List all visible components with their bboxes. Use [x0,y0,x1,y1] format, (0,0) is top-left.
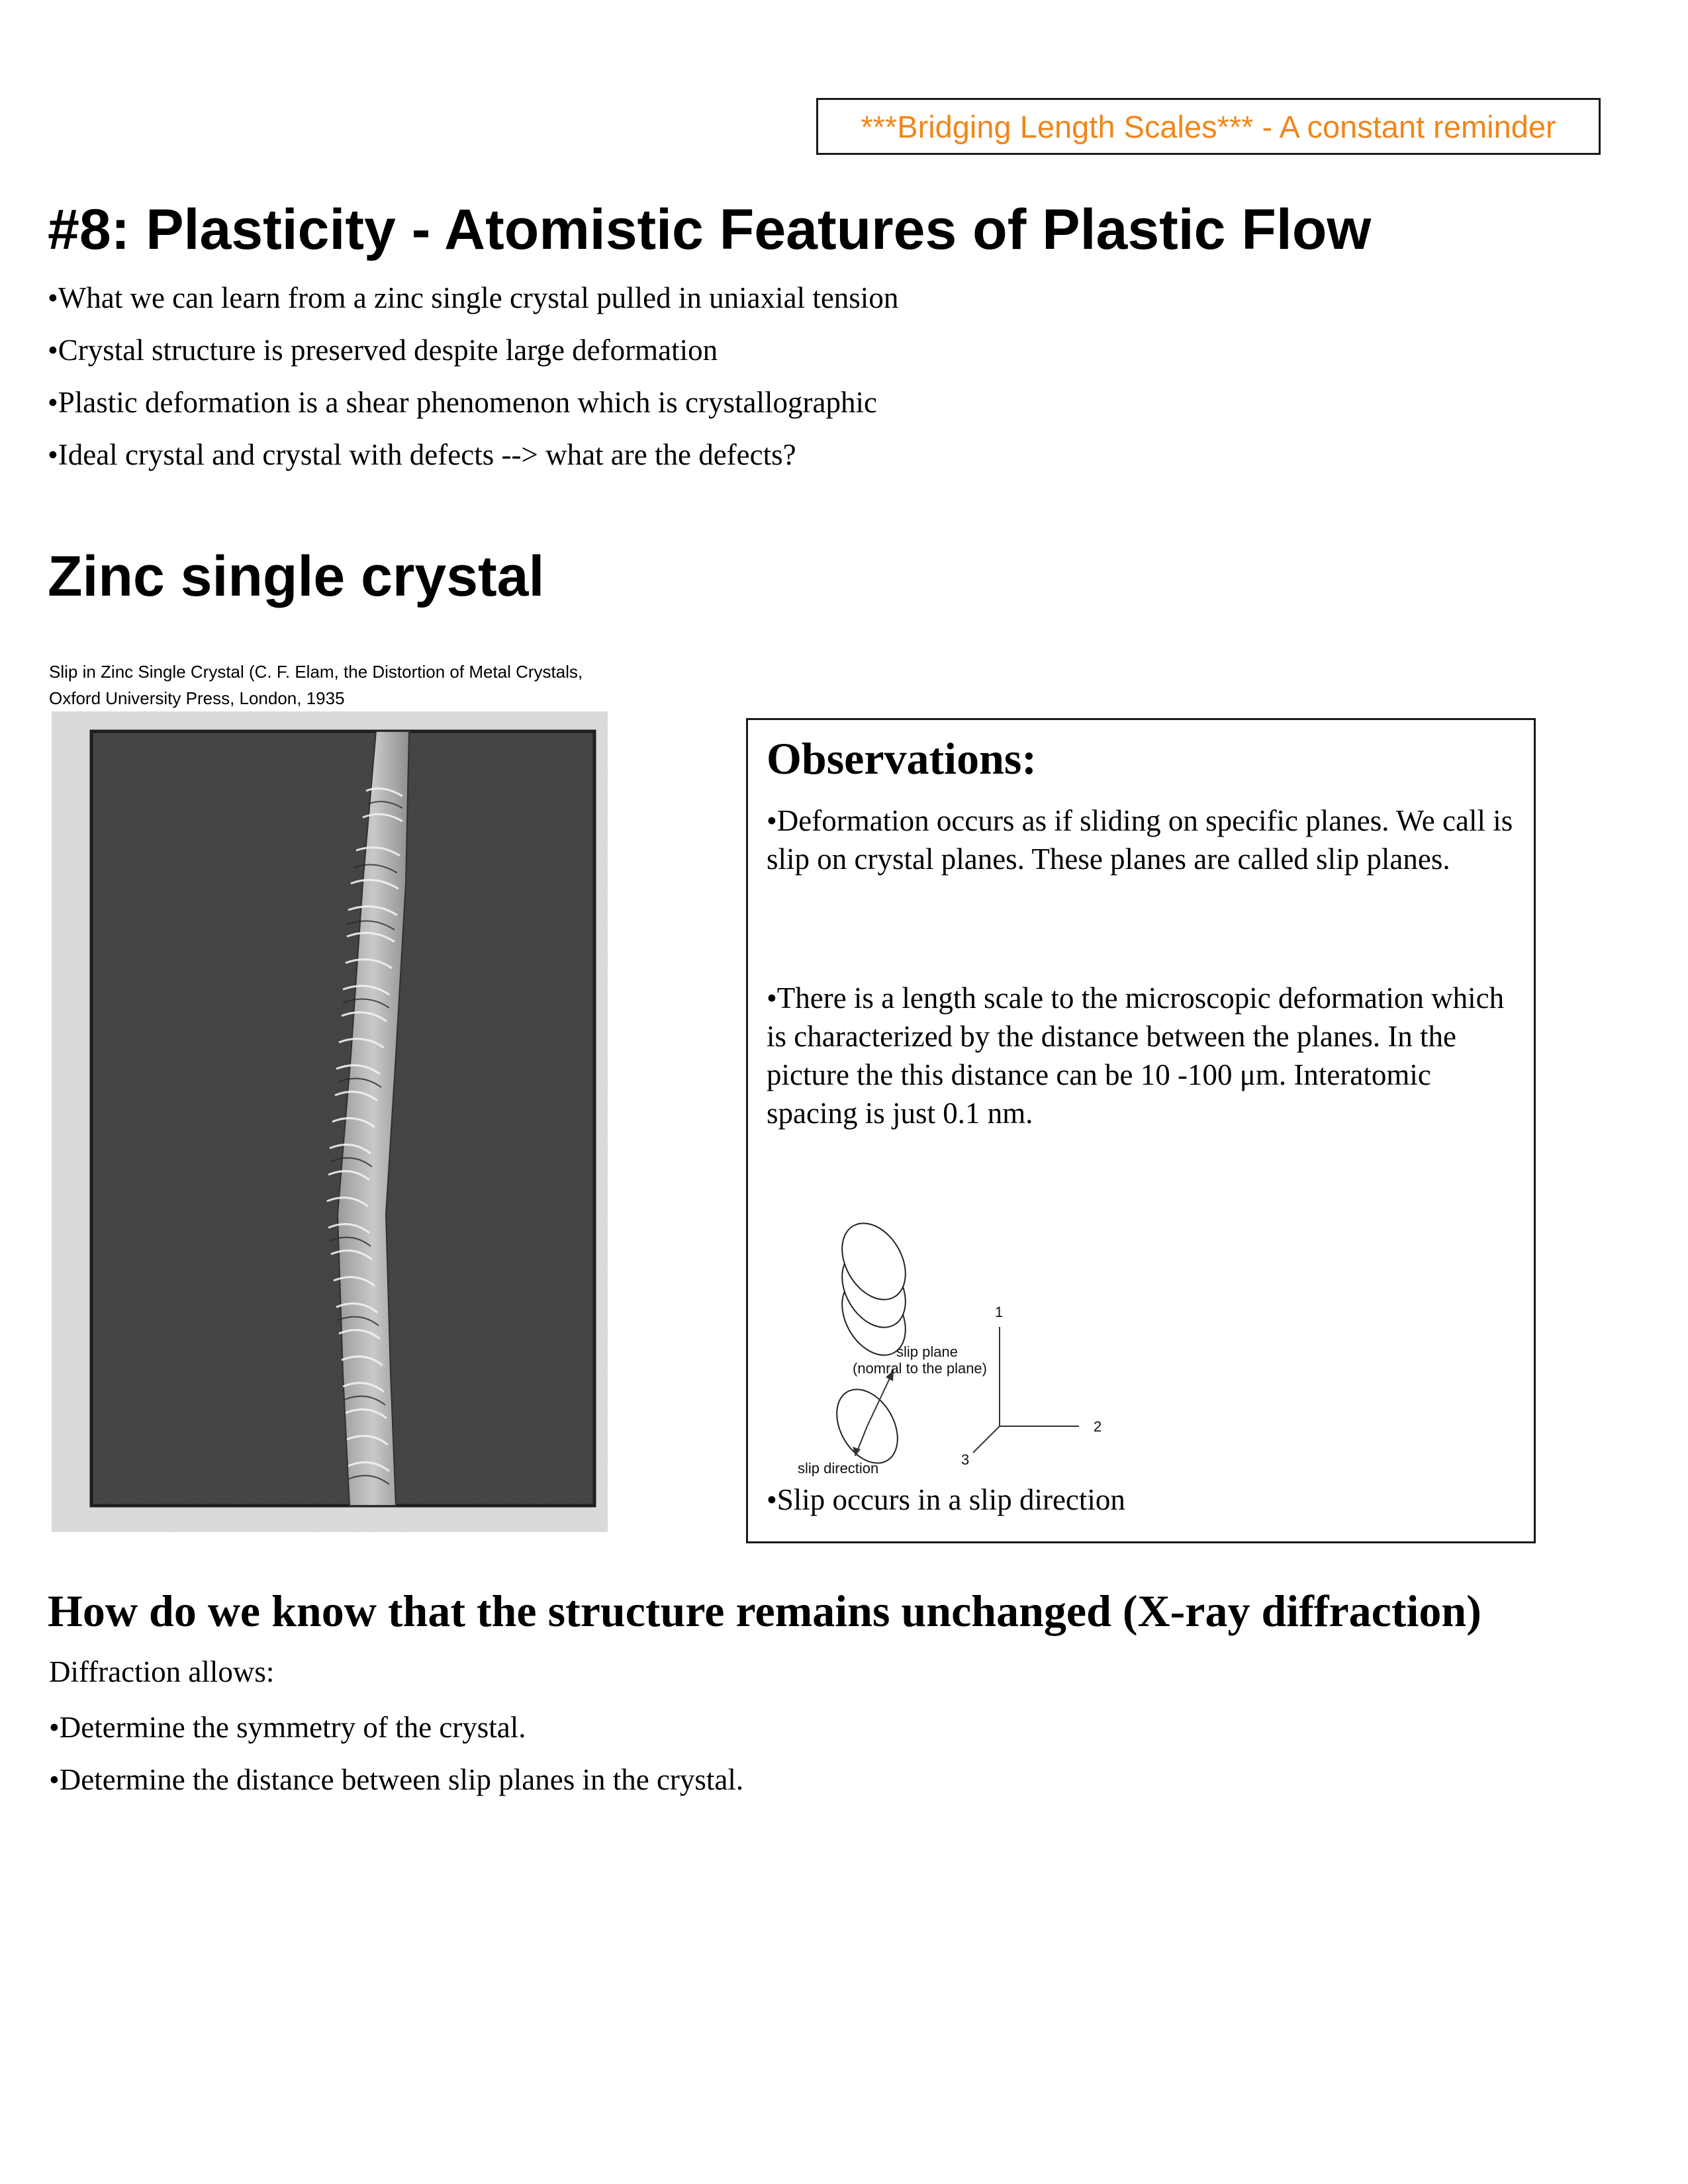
zinc-crystal-photo [52,711,608,1532]
intro-bullet: •Crystal structure is preserved despite large deformation [48,334,718,367]
reminder-text: ***Bridging Length Scales*** - A constant reminder [861,109,1556,144]
axis-3-label: 3 [961,1451,970,1468]
slip-direction-label: slip direction [798,1460,879,1477]
zinc-section-heading: Zinc single crystal [48,545,545,608]
observations-title: Observations: [767,733,1037,784]
slip-plane-label: slip plane [896,1343,958,1360]
page-title: #8: Plasticity - Atomistic Features of Plastic Flow [48,198,1372,261]
caption-line-2: Oxford University Press, London, 1935 [49,688,345,708]
xray-section-heading: How do we know that the structure remains unchanged (X-ray diffraction) [48,1586,1481,1636]
reminder-box [816,98,1601,155]
axis-1-label: 1 [995,1304,1004,1320]
diffraction-intro: Diffraction allows: [49,1655,275,1688]
diffraction-bullet: •Determine the distance between slip planes in the crystal. [49,1763,744,1796]
photo-caption [49,659,658,711]
observation-paragraph: •Deformation occurs as if sliding on specific planes. We call is slip on crystal planes. These planes are called slip planes. [767,804,1513,876]
intro-bullet-list [48,278,898,487]
diffraction-bullet-list [49,1707,743,1812]
slip-system-diagram [781,1158,1152,1489]
axis-2-label: 2 [1094,1418,1102,1435]
diffraction-bullet: •Determine the symmetry of the crystal. [49,1711,526,1744]
intro-bullet: •Ideal crystal and crystal with defects --> what are the defects? [48,438,796,471]
intro-bullet: •Plastic deformation is a shear phenomenon which is crystallographic [48,386,877,419]
caption-line-1: Slip in Zinc Single Crystal (C. F. Elam, the Distortion of Metal Crystals, [49,662,583,682]
axis-3-line [973,1426,1000,1453]
slip-plane-normal-label: (nomral to the plane) [853,1360,987,1377]
observation-paragraph: •There is a length scale to the microscopic deformation which is characterized by the distance between the planes. In the picture the this distance can be 10 -100 μm. Interatomic spacing is just 0.1 nm. [767,981,1505,1130]
observation-paragraph: •Slip occurs in a slip direction [767,1483,1125,1516]
intro-bullet: •What we can learn from a zinc single crystal pulled in uniaxial tension [48,281,899,314]
